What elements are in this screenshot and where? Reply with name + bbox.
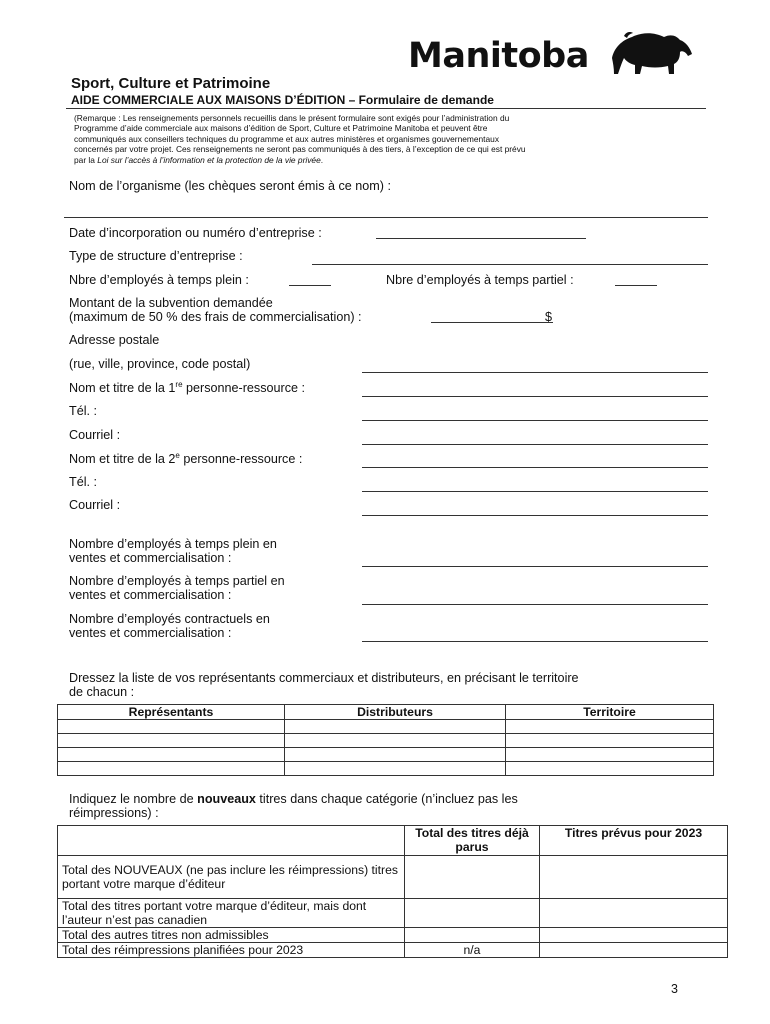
privacy-remark: (Remarque : Les renseignements personnels recueillis dans le présent formulaire sont exigés pour l’administration du Programme d’aide commerciale aux maisons d’édition de Sport, Culture et Patrimoine Manitoba et peuvent être communiqués aux conseillers techniques du programme et aux autres ministères et organismes gouvernementaux concernés par votre projet. Ces renseignements ne seront pas communiqués à des tiers, à l’exception de ce qui est prévu par la Loi sur l’accès à l’information et la protection de la vie privée. <box>74 113 526 165</box>
titles-intro-1: Indiquez le nombre de nouveaux titres dans chaque catégorie (n’incluez pas les <box>69 792 518 806</box>
contact1-label: Nom et titre de la 1re personne-ressource : <box>69 380 306 396</box>
tel2-field[interactable] <box>362 491 708 492</box>
table-row <box>58 943 728 958</box>
reps-intro-1: Dressez la liste de vos représentants commerciaux et distributeurs, en précisant le territoire <box>69 671 579 685</box>
titles-row-ineligible: Total des autres titres non admissibles <box>58 928 405 943</box>
tel2-label: Tél. : <box>69 475 97 489</box>
sales-ft-label-1: Nombre d’employés à temps plein en <box>69 537 277 551</box>
sales-pt-label-2: ventes et commercialisation : <box>69 588 232 602</box>
header-divider <box>66 108 706 109</box>
structure-label: Type de structure d’entreprise : <box>69 249 243 263</box>
reps-header-representants: Représentants <box>58 705 285 720</box>
date-incorp-field[interactable] <box>376 238 586 239</box>
sales-ct-label-2: ventes et commercialisation : <box>69 626 232 640</box>
address-label: Adresse postale <box>69 333 160 347</box>
reps-intro-2: de chacun : <box>69 685 135 699</box>
titles-row-new: Total des NOUVEAUX (ne pas inclure les réimpressions) titres portant votre marque d’éditeur <box>58 856 405 899</box>
contact2-field[interactable] <box>362 467 708 468</box>
address-hint: (rue, ville, province, code postal) <box>69 357 251 371</box>
department-name: Sport, Culture et Patrimoine <box>71 75 271 92</box>
tel1-label: Tél. : <box>69 404 97 418</box>
sales-ct-field[interactable] <box>362 641 708 642</box>
sales-ct-label-1: Nombre d’employés contractuels en <box>69 612 270 626</box>
amount-field[interactable] <box>431 322 553 323</box>
reps-header-territoire: Territoire <box>506 705 714 720</box>
email2-field[interactable] <box>362 515 708 516</box>
sales-ft-label-2: ventes et commercialisation : <box>69 551 232 565</box>
titles-table <box>57 825 728 958</box>
address-field[interactable] <box>362 372 708 373</box>
table-row <box>58 928 728 943</box>
reps-header-distributeurs: Distributeurs <box>285 705 506 720</box>
table-row <box>58 899 728 928</box>
email1-label: Courriel : <box>69 428 121 442</box>
pt-employees-label: Nbre d’employés à temps partiel : <box>386 273 574 287</box>
table-row <box>58 762 714 776</box>
reps-table <box>57 704 714 776</box>
titles-header-prevus: Titres prévus pour 2023 <box>540 826 728 856</box>
sales-pt-label-1: Nombre d’employés à temps partiel en <box>69 574 285 588</box>
org-name-field[interactable] <box>64 217 708 218</box>
form-title: AIDE COMMERCIALE AUX MAISONS D’ÉDITION – Formulaire de demande <box>71 93 494 107</box>
pt-employees-field[interactable] <box>615 285 657 286</box>
table-row <box>58 734 714 748</box>
page-number: 3 <box>671 982 678 996</box>
titles-row-non-canadian: Total des titres portant votre marque d’éditeur, mais dont l’auteur n’est pas canadien <box>58 899 405 928</box>
sales-pt-field[interactable] <box>362 604 708 605</box>
amount-label-2: (maximum de 50 % des frais de commercialisation) : <box>69 310 362 324</box>
sales-ft-field[interactable] <box>362 566 708 567</box>
date-incorp-label: Date d’incorporation ou numéro d’entreprise : <box>69 226 322 240</box>
table-row <box>58 748 714 762</box>
email2-label: Courriel : <box>69 498 121 512</box>
titles-row-reprints: Total des réimpressions planifiées pour 2023 <box>58 943 405 958</box>
amount-label-1: Montant de la subvention demandée <box>69 296 273 310</box>
reprints-na: n/a <box>405 943 540 958</box>
table-row <box>58 856 728 899</box>
ft-employees-label: Nbre d’employés à temps plein : <box>69 273 249 287</box>
currency-symbol: $ <box>545 310 553 324</box>
structure-field[interactable] <box>312 264 708 265</box>
table-row <box>58 720 714 734</box>
bison-logo-icon <box>608 28 696 78</box>
contact2-label: Nom et titre de la 2e personne-ressource : <box>69 451 303 467</box>
titles-header-parus: Total des titres déjà parus <box>405 826 540 856</box>
contact1-field[interactable] <box>362 396 708 397</box>
manitoba-logo-text: Manitoba <box>408 36 589 76</box>
org-name-label: Nom de l’organisme (les chèques seront émis à ce nom) : <box>69 179 391 193</box>
ft-employees-field[interactable] <box>289 285 331 286</box>
email1-field[interactable] <box>362 444 708 445</box>
titles-intro-2: réimpressions) : <box>69 806 159 820</box>
tel1-field[interactable] <box>362 420 708 421</box>
